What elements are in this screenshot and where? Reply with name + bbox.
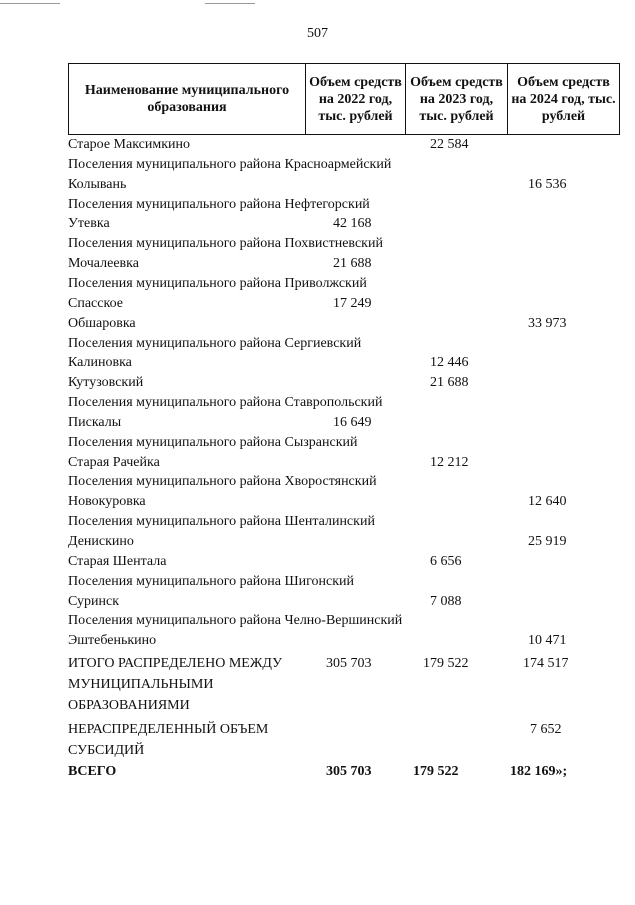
table-row (68, 593, 608, 613)
row-name: Старая Рачейка (68, 454, 160, 470)
header-2023: Объем средств на 2023 год, тыс. рублей (406, 64, 508, 135)
row-value-2022: 16 649 (333, 414, 372, 430)
row-value-2024: 16 536 (528, 176, 567, 192)
table-header (68, 63, 620, 135)
row-name: Поселения муниципального района Хворостянский (68, 474, 377, 490)
header-name: Наименование муниципального образования (69, 64, 306, 135)
table-row (68, 553, 608, 573)
row-name: Поселения муниципального района Красноармейский (68, 156, 392, 172)
row-name: Калиновка (68, 355, 132, 371)
page-number: 507 (307, 26, 328, 41)
table-row (68, 196, 608, 216)
row-name: Спасское (68, 295, 123, 311)
row-name: Поселения муниципального района Шенталинский (68, 514, 375, 530)
row-name: Поселения муниципального района Похвистневский (68, 236, 383, 252)
row-name: Суринск (68, 593, 119, 609)
table-row (68, 374, 608, 394)
table-row (68, 176, 608, 196)
row-name: Поселения муниципального района Сызранский (68, 434, 358, 450)
row-name: Мочалеевка (68, 256, 139, 272)
table-row (68, 513, 608, 533)
row-value-2023: 12 212 (430, 454, 469, 470)
table-row (68, 335, 608, 355)
table-row (68, 354, 608, 374)
total-distributed-2023: 179 522 (423, 656, 469, 671)
table-row (68, 394, 608, 414)
row-name: Денискино (68, 534, 134, 549)
row-name: Поселения муниципального района Челно-Вершинский (68, 613, 403, 629)
header-2024: Объем средств на 2024 год, тыс. рублей (508, 64, 620, 135)
row-name: Новокуровка (68, 494, 146, 510)
table-row (68, 493, 608, 513)
table-row (68, 473, 608, 493)
row-name: Пискалы (68, 414, 122, 430)
row-name: Поселения муниципального района Нефтегорский (68, 196, 370, 212)
table-row (68, 533, 608, 553)
row-name: Поселения муниципального района Ставропольский (68, 395, 383, 411)
undistributed-2024: 7 652 (530, 722, 562, 737)
row-name: Утевка (68, 216, 110, 232)
row-name: Обшаровка (68, 315, 136, 331)
row-value-2024: 12 640 (528, 494, 567, 510)
table-row (68, 315, 608, 335)
table-row (68, 295, 608, 315)
row-name: Старая Шентала (68, 553, 167, 569)
table-row (68, 156, 608, 176)
total-distributed-2024: 174 517 (523, 656, 569, 671)
row-name: Кутузовский (68, 375, 144, 391)
table-row (68, 632, 608, 652)
row-name: Поселения муниципального района Приволжский (68, 275, 367, 291)
undistributed-label: НЕРАСПРЕДЕЛЕННЫЙ ОБЪЕМ СУБСИДИЙ (68, 722, 269, 758)
grand-total-2024: 182 169»; (510, 764, 568, 779)
row-name: Поселения муниципального района Шигонский (68, 573, 355, 589)
undistributed-row (68, 719, 608, 761)
table-row (68, 215, 608, 235)
scan-artifact (0, 3, 60, 4)
header-2022: Объем средств на 2022 год, тыс. рублей (306, 64, 406, 135)
table-row (68, 136, 608, 156)
grand-total-2022: 305 703 (326, 764, 372, 779)
total-distributed-2022: 305 703 (326, 656, 372, 671)
row-name: Эштебенькино (68, 633, 157, 649)
row-value-2023: 7 088 (430, 593, 462, 609)
table-row (68, 434, 608, 454)
table-row (68, 255, 608, 275)
table-row (68, 414, 608, 434)
total-distributed-label: ИТОГО РАСПРЕДЕЛЕНО МЕЖДУ МУНИЦИПАЛЬНЫМИ ОБРАЗОВАНИЯМИ (68, 656, 282, 713)
row-value-2022: 42 168 (333, 216, 372, 232)
row-value-2024: 33 973 (528, 315, 567, 331)
row-name: Поселения муниципального района Сергиевский (68, 335, 362, 351)
row-value-2024: 10 471 (528, 633, 567, 649)
table-row (68, 612, 608, 632)
table-row (68, 275, 608, 295)
row-name: Старое Максимкино (68, 137, 191, 152)
row-value-2024: 25 919 (528, 534, 567, 549)
row-value-2023: 12 446 (430, 355, 469, 371)
row-value-2022: 17 249 (333, 295, 372, 311)
row-value-2022: 21 688 (333, 256, 372, 272)
table-row (68, 454, 608, 474)
table-row (68, 573, 608, 593)
row-name: Колывань (68, 176, 127, 192)
row-value-2023: 22 584 (430, 137, 469, 152)
scan-artifact (205, 3, 255, 4)
table-row (68, 235, 608, 255)
row-value-2023: 21 688 (430, 375, 469, 391)
row-value-2023: 6 656 (430, 553, 462, 569)
total-distributed-row (68, 653, 608, 715)
grand-total-label: ВСЕГО (68, 764, 117, 779)
grand-total-2023: 179 522 (413, 764, 459, 779)
